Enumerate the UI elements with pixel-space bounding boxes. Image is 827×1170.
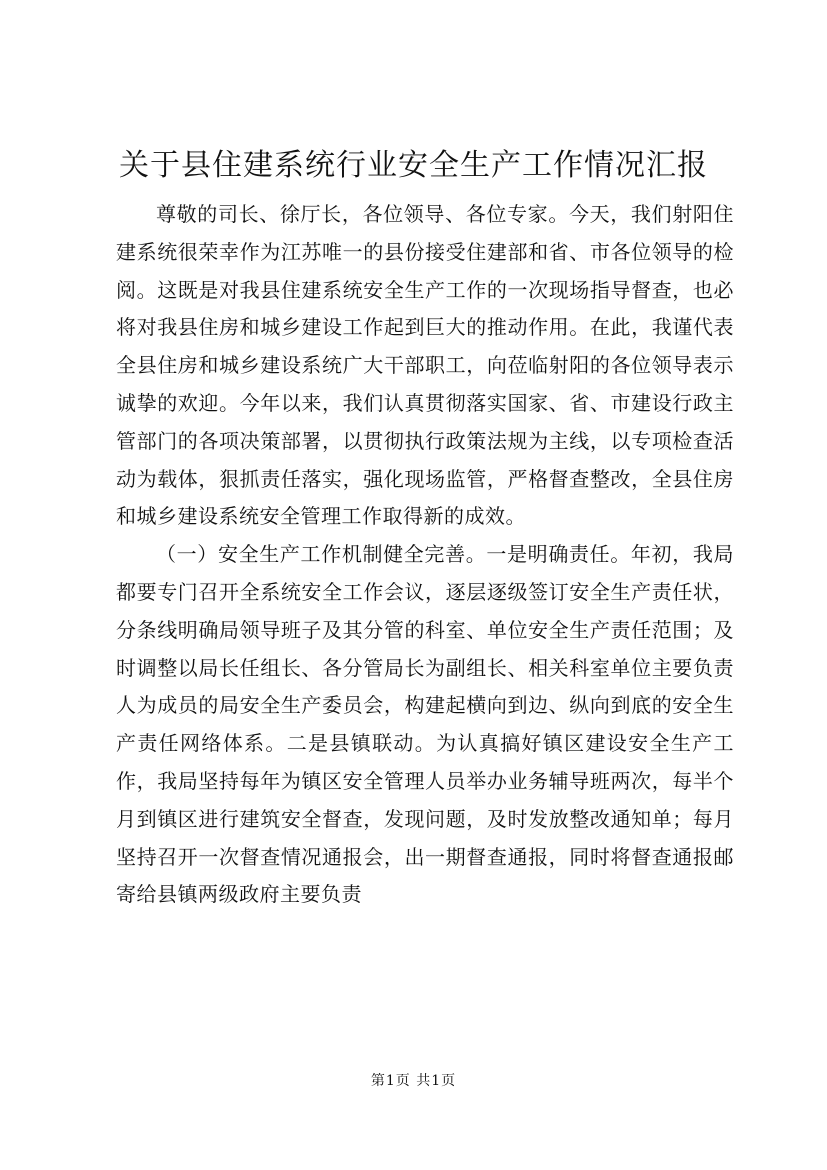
page-number-footer: 第1页 共1页 (370, 1073, 457, 1089)
document-title: 关于县住建系统行业安全生产工作情况汇报 (119, 148, 708, 183)
paragraph-intro: 尊敬的司长、徐厅长，各位领导、各位专家。今天，我们射阳住建系统很荣幸作为江苏唯一的县份接受住建部和省、市各位领导的检阅。这既是对我县住建系统安全生产工作的一次现场指导督查，也必将对我县住房和城乡建设工作起到巨大的推动作用。在此，我谨代表全县住房和城乡建设系统广大干部职工，向莅临射阳的各位领导表示诚挚的欢迎。今年以来，我们认真贯彻落实国家、省、市建设行政主管部门的各项决策部署，以贯彻执行政策法规为主线，以专项检查活动为载体，狠抓责任落实，强化现场监管，严格督查整改，全县住房和城乡建设系统安全管理工作取得新的成效。 (116, 202, 734, 529)
document-body (116, 196, 734, 914)
paragraph-section-1: （一）安全生产工作机制健全完善。一是明确责任。年初，我局都要专门召开全系统安全工作会议，逐层逐级签订安全生产责任状，分条线明确局领导班子及其分管的科室、单位安全生产责任范围；及时调整以局长任组长、各分管局长为副组长、相关科室单位主要负责人为成员的局安全生产委员会，构建起横向到边、纵向到底的安全生产责任网络体系。二是县镇联动。为认真搞好镇区建设安全生产工作，我局坚持每年为镇区安全管理人员举办业务辅导班两次，每半个月到镇区进行建筑安全督查，发现问题，及时发放整改通知单；每月坚持召开一次督查情况通报会，出一期督查通报，同时将督查通报邮寄给县镇两级政府主要负责 (116, 542, 734, 907)
